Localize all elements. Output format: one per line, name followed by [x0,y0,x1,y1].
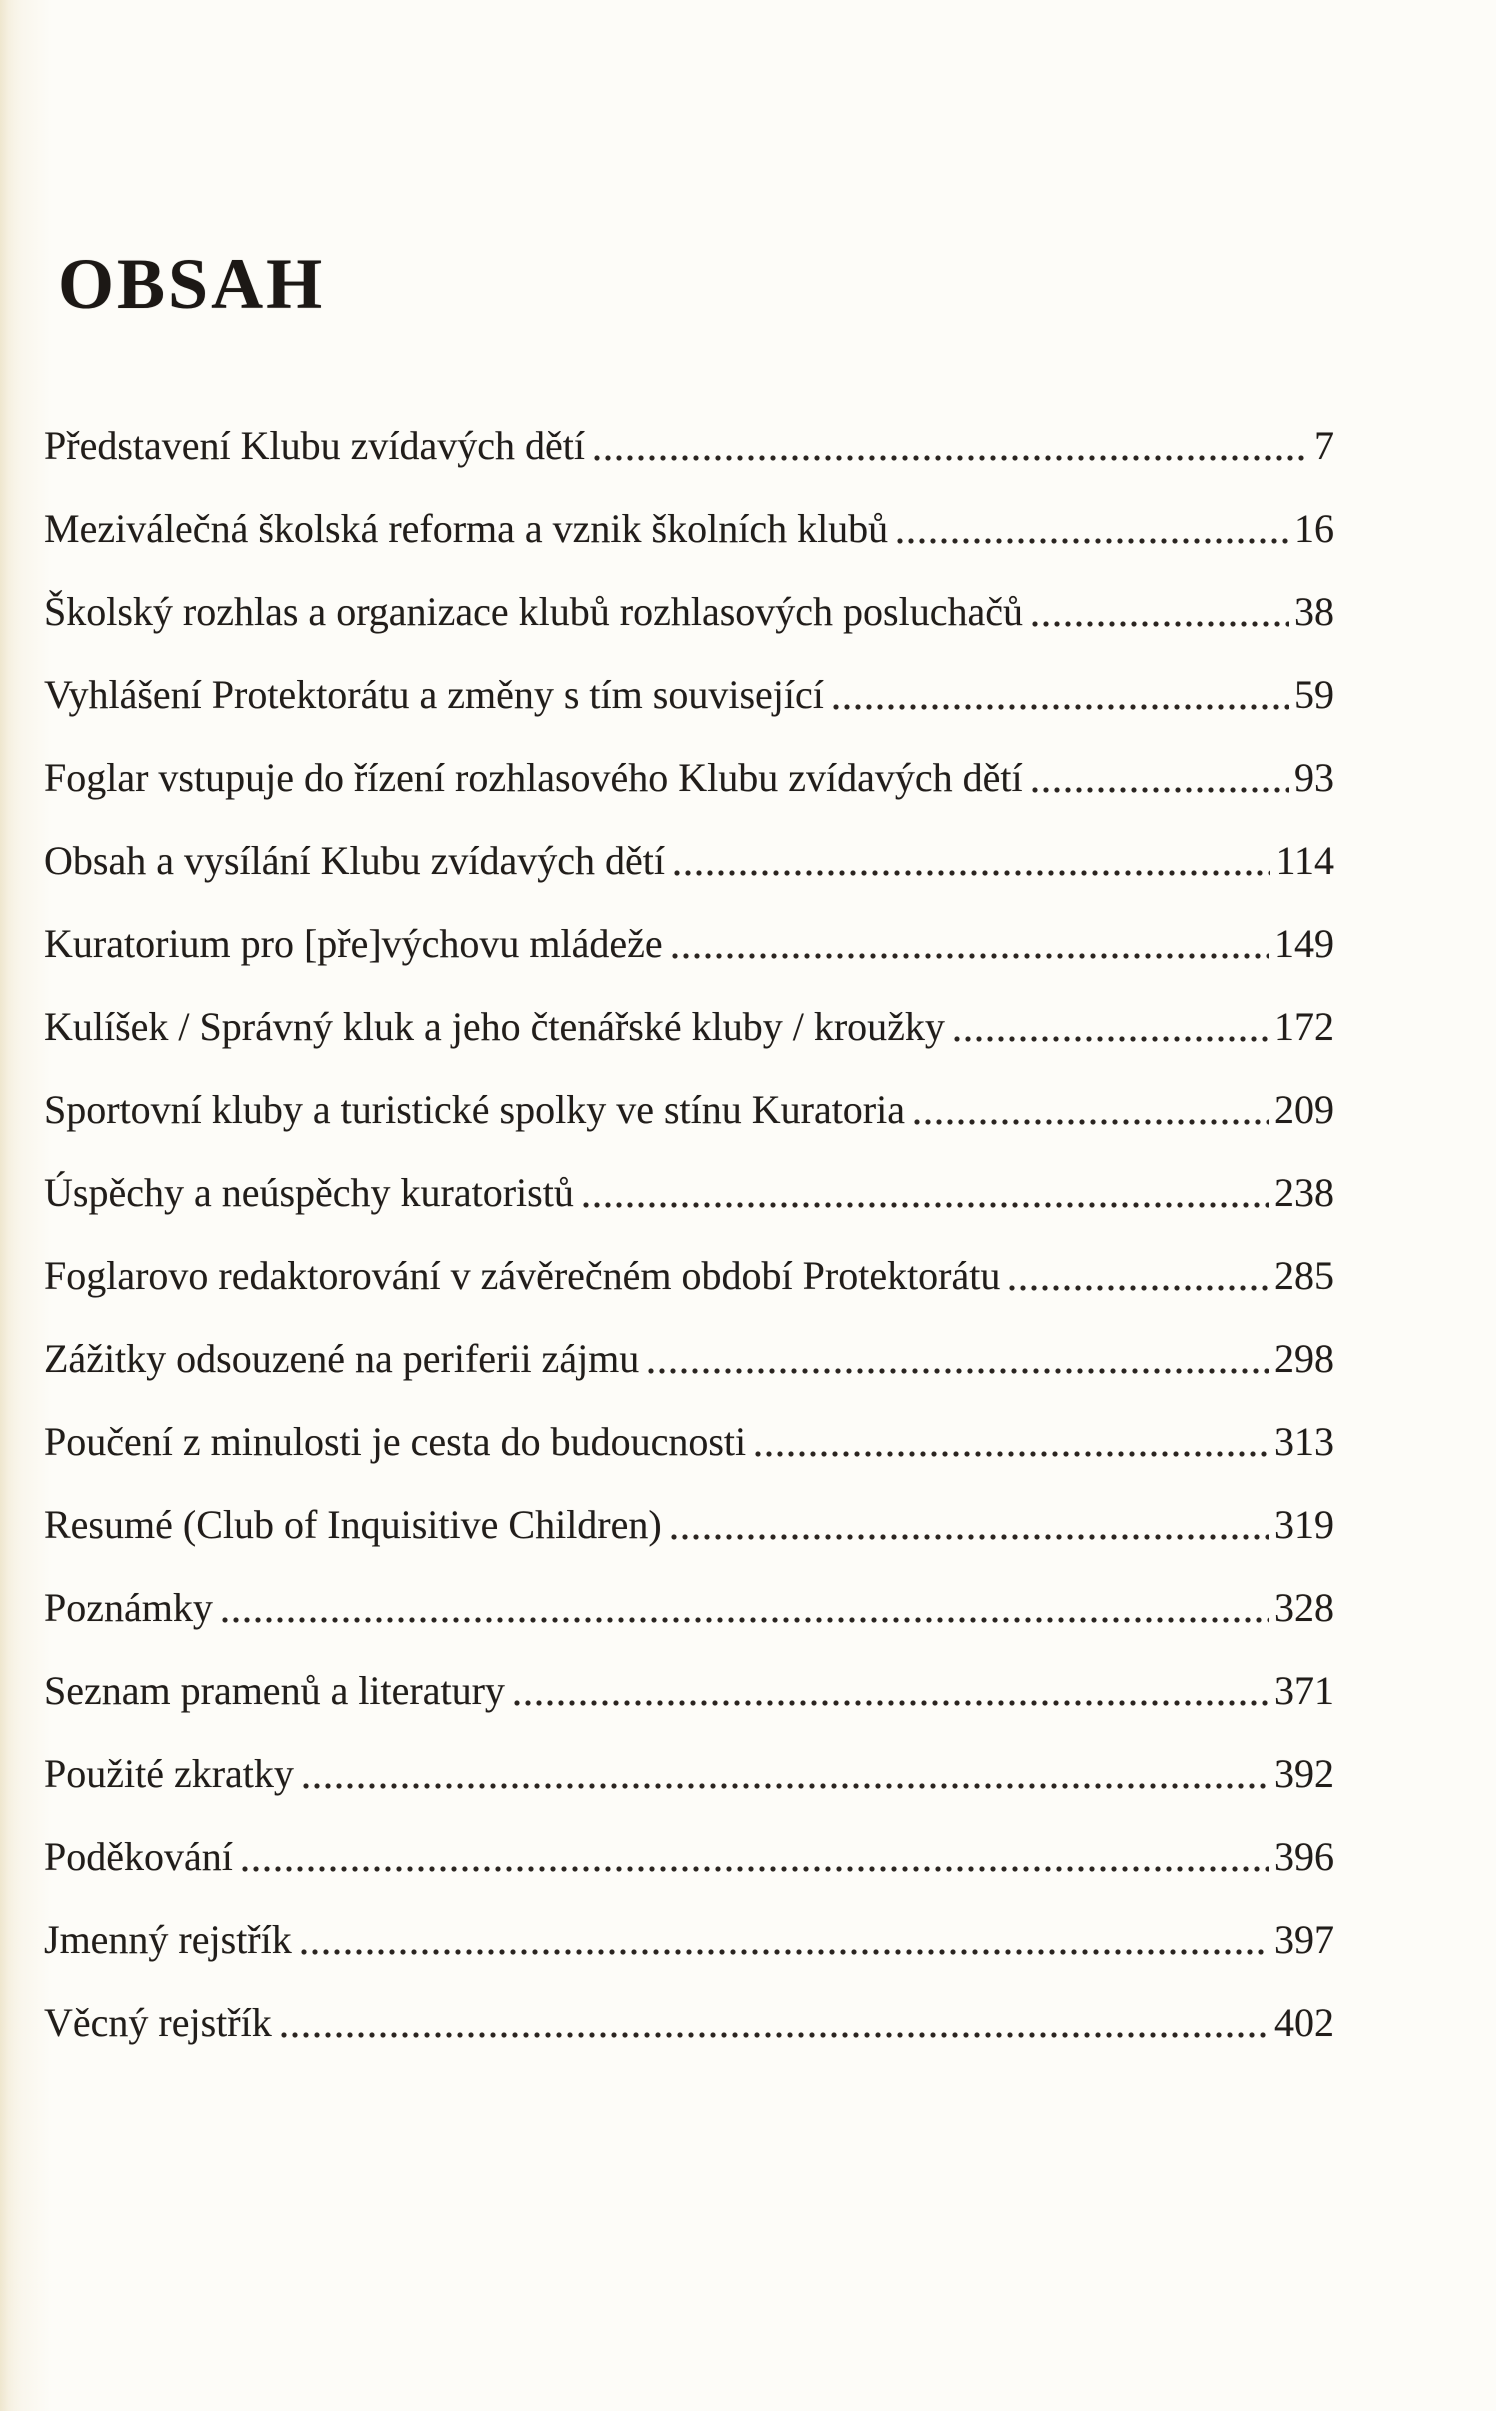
toc-entry [44,1169,1334,1217]
page-title: OBSAH [58,244,326,324]
toc-entry-page-number: 7 [1314,423,1334,468]
toc-entry-label: Meziválečná školská reforma a vznik školních klubů [44,506,889,551]
toc-entry-page-number: 114 [1275,838,1334,883]
scan-left-edge [0,0,14,2411]
toc-leader-dots [583,1202,1269,1208]
toc-leader-dots [1032,621,1289,627]
toc-entry-page-number: 59 [1294,672,1334,717]
toc-entry-label: Sportovní kluby a turistické spolky ve stínu Kuratoria [44,1087,905,1132]
toc-leader-dots [1009,1285,1269,1291]
toc-entry-page-number: 285 [1274,1253,1334,1298]
toc-entry [44,1999,1334,2047]
toc-entry-page-number: 392 [1274,1751,1334,1796]
toc-entry-page-number: 402 [1274,2000,1334,2045]
toc-entry-page-number: 396 [1274,1834,1334,1879]
toc-entry-label: Zážitky odsouzené na periferii zájmu [44,1336,640,1381]
toc-entry [44,1833,1334,1881]
toc-entry-page-number: 313 [1274,1419,1334,1464]
toc-entry-label: Foglarovo redaktorování v závěrečném období Protektorátu [44,1253,1001,1298]
toc-entry [44,1335,1334,1383]
toc-leader-dots [897,538,1289,544]
toc-entry-label: Školský rozhlas a organizace klubů rozhlasových posluchačů [44,589,1023,634]
toc-entry [44,1501,1334,1549]
toc-leader-dots [281,2032,1269,2038]
toc-entry-label: Představení Klubu zvídavých dětí [44,423,585,468]
toc-entry [44,920,1334,968]
toc-entry [44,754,1334,802]
toc-entry-page-number: 172 [1274,1004,1334,1049]
toc-entry [44,505,1334,553]
toc-entry-page-number: 209 [1274,1087,1334,1132]
toc-entry-label: Použité zkratky [44,1751,294,1796]
toc-entry-label: Poučení z minulosti je cesta do budoucnosti [44,1419,747,1464]
toc-entry [44,1086,1334,1134]
toc-leader-dots [914,1119,1269,1125]
toc-entry-page-number: 319 [1274,1502,1334,1547]
toc-entry [44,422,1334,470]
toc-entry [44,1584,1334,1632]
toc-leader-dots [301,1949,1269,1955]
toc-content [44,244,1334,2082]
toc-entry [44,588,1334,636]
table-of-contents [44,422,1334,2047]
toc-leader-dots [671,1534,1269,1540]
toc-entry [44,1418,1334,1466]
toc-entry-page-number: 397 [1274,1917,1334,1962]
toc-entry-label: Kulíšek / Správný kluk a jeho čtenářské kluby / kroužky [44,1004,945,1049]
toc-entry-label: Obsah a vysílání Klubu zvídavých dětí [44,838,665,883]
toc-entry-page-number: 38 [1294,589,1334,634]
toc-entry-page-number: 16 [1294,506,1334,551]
toc-leader-dots [674,870,1271,876]
toc-leader-dots [954,1036,1269,1042]
toc-leader-dots [303,1783,1269,1789]
toc-leader-dots [514,1700,1269,1706]
toc-entry-label: Jmenný rejstřík [44,1917,292,1962]
toc-entry-page-number: 149 [1274,921,1334,966]
toc-leader-dots [594,455,1309,461]
toc-entry [44,1750,1334,1798]
toc-entry [44,1916,1334,1964]
toc-entry-label: Foglar vstupuje do řízení rozhlasového Klubu zvídavých dětí [44,755,1023,800]
toc-entry-page-number: 298 [1274,1336,1334,1381]
toc-entry-label: Seznam pramenů a literatury [44,1668,505,1713]
toc-leader-dots [833,704,1289,710]
toc-entry-label: Poděkování [44,1834,233,1879]
toc-entry-page-number: 238 [1274,1170,1334,1215]
toc-entry [44,1252,1334,1300]
toc-entry-page-number: 371 [1274,1668,1334,1713]
toc-leader-dots [242,1866,1269,1872]
toc-leader-dots [672,953,1269,959]
toc-leader-dots [222,1617,1269,1623]
toc-entry-label: Kuratorium pro [pře]výchovu mládeže [44,921,663,966]
toc-entry-page-number: 328 [1274,1585,1334,1630]
toc-leader-dots [1032,787,1289,793]
toc-entry-label: Vyhlášení Protektorátu a změny s tím související [44,672,824,717]
toc-entry-label: Úspěchy a neúspěchy kuratoristů [44,1170,574,1215]
toc-entry [44,1667,1334,1715]
toc-entry-page-number: 93 [1294,755,1334,800]
toc-entry-label: Resumé (Club of Inquisitive Children) [44,1502,662,1547]
toc-entry [44,1003,1334,1051]
toc-entry [44,837,1334,885]
toc-leader-dots [648,1368,1269,1374]
toc-entry [44,671,1334,719]
toc-entry-label: Věcný rejstřík [44,2000,272,2045]
toc-entry-label: Poznámky [44,1585,213,1630]
toc-leader-dots [755,1451,1269,1457]
